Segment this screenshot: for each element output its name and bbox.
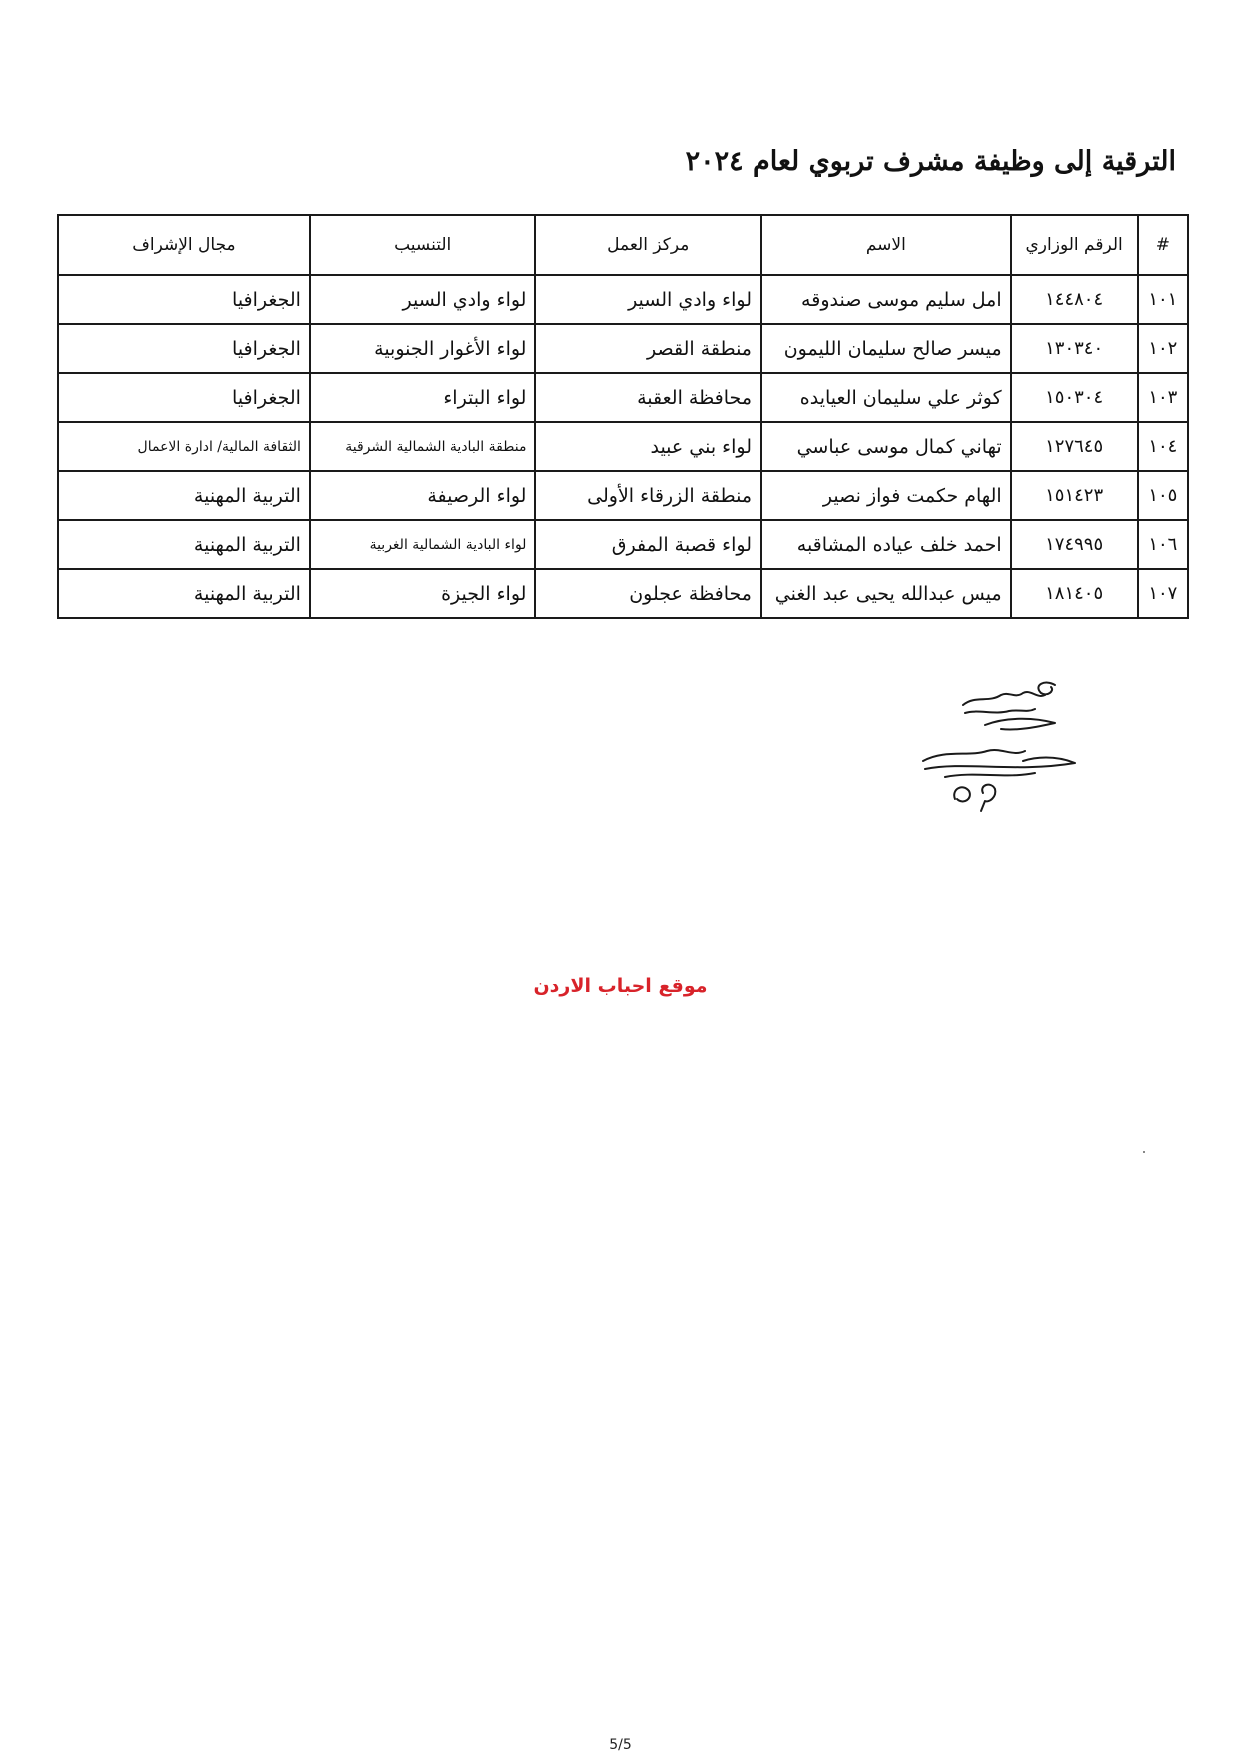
cell-supervision-field: الجغرافيا xyxy=(58,275,310,324)
table-row xyxy=(58,275,1188,324)
cell-nomination: لواء وادي السير xyxy=(310,275,536,324)
header-index: # xyxy=(1138,215,1188,275)
cell-ministry-id: ١٥٠٣٠٤ xyxy=(1011,373,1138,422)
header-workplace: مركز العمل xyxy=(535,215,761,275)
cell-supervision-field: التربية المهنية xyxy=(58,569,310,618)
cell-index: ١٠٢ xyxy=(1138,324,1188,373)
cell-ministry-id: ١٢٧٦٤٥ xyxy=(1011,422,1138,471)
table-row xyxy=(58,324,1188,373)
cell-index: ١٠٧ xyxy=(1138,569,1188,618)
table-row xyxy=(58,520,1188,569)
cell-nomination: لواء الجيزة xyxy=(310,569,536,618)
header-supervision-field: مجال الإشراف xyxy=(58,215,310,275)
cell-nomination: لواء البتراء xyxy=(310,373,536,422)
cell-ministry-id: ١٣٠٣٤٠ xyxy=(1011,324,1138,373)
cell-index: ١٠٤ xyxy=(1138,422,1188,471)
table-row xyxy=(58,569,1188,618)
header-ministry-id: الرقم الوزاري xyxy=(1011,215,1138,275)
page-number: 5/5 xyxy=(609,1737,632,1753)
cell-workplace: لواء قصبة المفرق xyxy=(535,520,761,569)
table-row xyxy=(58,471,1188,520)
cell-nomination: لواء البادية الشمالية الغربية xyxy=(310,520,536,569)
cell-workplace: لواء وادي السير xyxy=(535,275,761,324)
cell-index: ١٠٣ xyxy=(1138,373,1188,422)
page-title: الترقية إلى وظيفة مشرف تربوي لعام ٢٠٢٤ xyxy=(685,146,1176,177)
cell-ministry-id: ١٥١٤٢٣ xyxy=(1011,471,1138,520)
cell-name: احمد خلف عياده المشاقبه xyxy=(761,520,1011,569)
cell-name: كوثر علي سليمان العيايده xyxy=(761,373,1011,422)
cell-index: ١٠٦ xyxy=(1138,520,1188,569)
cell-nomination: لواء الرصيفة xyxy=(310,471,536,520)
watermark-text: موقع احباب الاردن xyxy=(533,975,708,997)
table-header-row xyxy=(58,215,1188,275)
signature-icon xyxy=(905,665,1105,825)
promotion-table xyxy=(57,214,1189,619)
scan-speck xyxy=(1143,1151,1145,1153)
cell-name: ميس عبدالله يحيى عبد الغني xyxy=(761,569,1011,618)
cell-name: تهاني كمال موسى عباسي xyxy=(761,422,1011,471)
cell-workplace: محافظة عجلون xyxy=(535,569,761,618)
cell-supervision-field: الجغرافيا xyxy=(58,324,310,373)
cell-name: ميسر صالح سليمان الليمون xyxy=(761,324,1011,373)
cell-ministry-id: ١٤٤٨٠٤ xyxy=(1011,275,1138,324)
cell-nomination: لواء الأغوار الجنوبية xyxy=(310,324,536,373)
header-nomination: التنسيب xyxy=(310,215,536,275)
cell-supervision-field: التربية المهنية xyxy=(58,520,310,569)
cell-workplace: لواء بني عبيد xyxy=(535,422,761,471)
cell-index: ١٠١ xyxy=(1138,275,1188,324)
cell-supervision-field: الجغرافيا xyxy=(58,373,310,422)
table-row xyxy=(58,373,1188,422)
cell-supervision-field: التربية المهنية xyxy=(58,471,310,520)
cell-ministry-id: ١٨١٤٠٥ xyxy=(1011,569,1138,618)
cell-workplace: منطقة القصر xyxy=(535,324,761,373)
cell-workplace: محافظة العقبة xyxy=(535,373,761,422)
cell-name: الهام حكمت فواز نصير xyxy=(761,471,1011,520)
cell-workplace: منطقة الزرقاء الأولى xyxy=(535,471,761,520)
cell-name: امل سليم موسى صندوقه xyxy=(761,275,1011,324)
cell-nomination: منطقة البادية الشمالية الشرقية xyxy=(310,422,536,471)
cell-ministry-id: ١٧٤٩٩٥ xyxy=(1011,520,1138,569)
cell-index: ١٠٥ xyxy=(1138,471,1188,520)
header-name: الاسم xyxy=(761,215,1011,275)
table-row xyxy=(58,422,1188,471)
cell-supervision-field: الثقافة المالية/ ادارة الاعمال xyxy=(58,422,310,471)
